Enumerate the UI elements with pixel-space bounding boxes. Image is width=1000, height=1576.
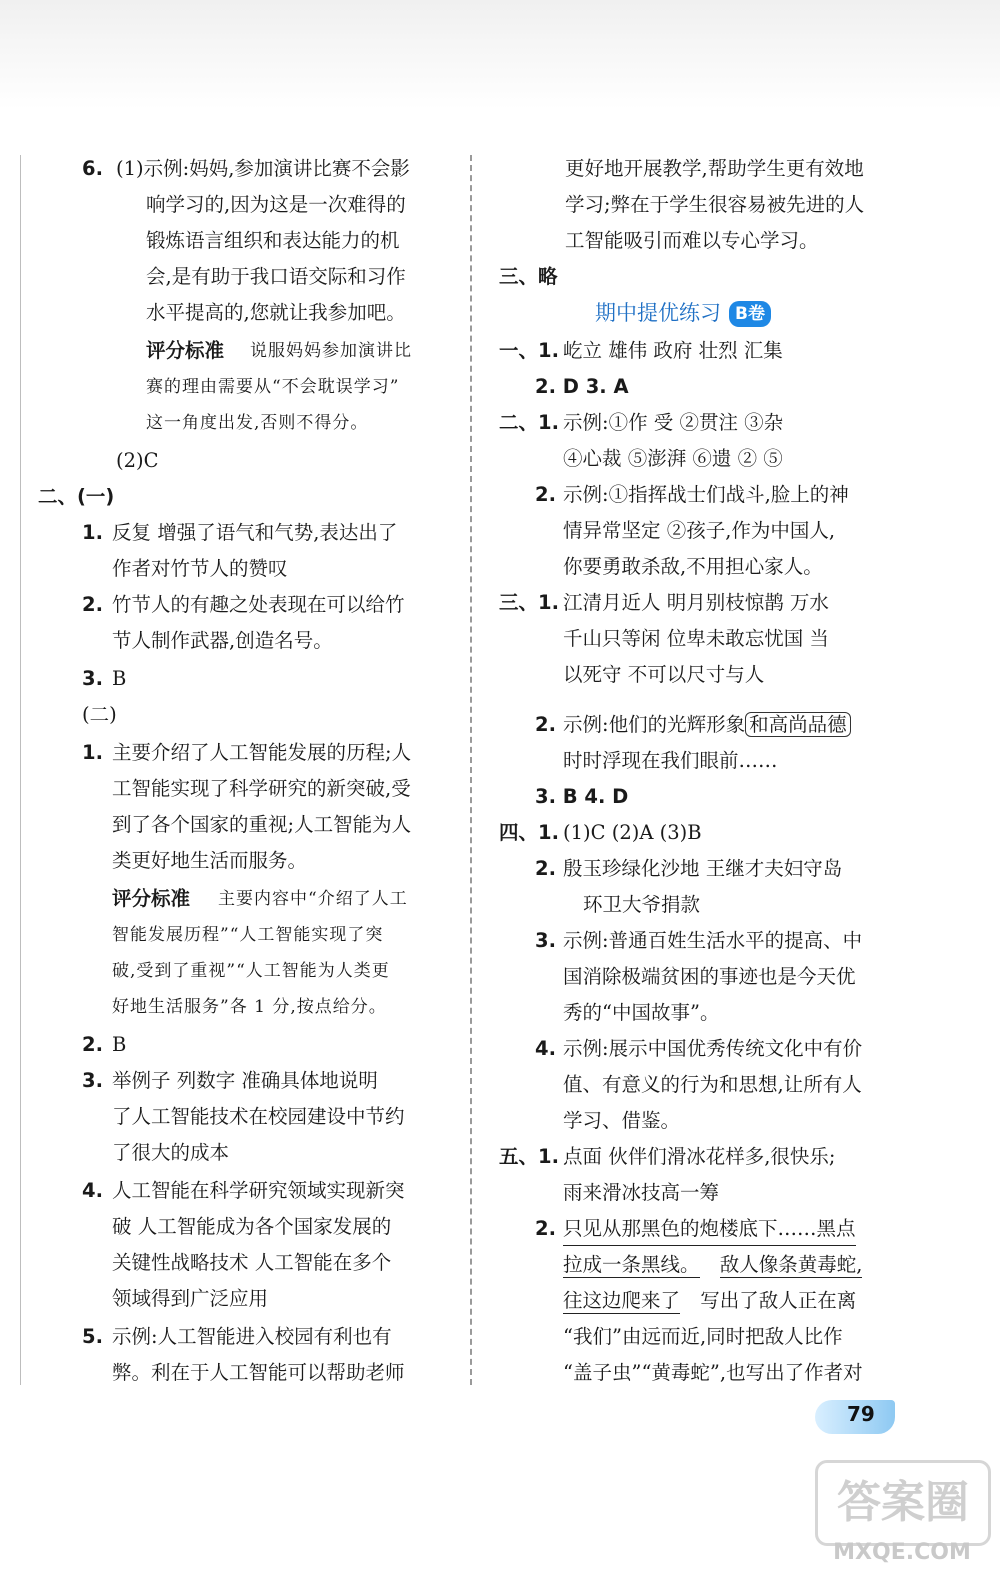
answer-line: 反复 增强了语气和气势,表达出了 bbox=[112, 521, 398, 544]
section-marker: 五、1. bbox=[499, 1145, 559, 1168]
answer-line: 示例:人工智能进入校园有利也有 bbox=[112, 1325, 392, 1348]
underlined-answer: 只见从那黑色的炮楼底下……黑点 bbox=[563, 1214, 856, 1246]
answer-line: 作者对竹节人的赞叹 bbox=[112, 557, 288, 580]
answer-line: 点面 伙伴们滑冰花样多,很快乐; bbox=[563, 1145, 836, 1168]
underlined-answer: 往这边爬来了 bbox=[563, 1289, 681, 1312]
answer-line: “我们”由远而近,同时把敌人比作 bbox=[563, 1325, 843, 1348]
item-number: 2. bbox=[535, 713, 556, 736]
answer-line: (2)C bbox=[116, 449, 159, 472]
section-marker: 三、1. bbox=[499, 591, 559, 614]
item-number: 2. bbox=[535, 1217, 556, 1240]
answer-line: 3. B 4. D bbox=[535, 785, 629, 808]
scoring-standard-text: 说服妈妈参加演讲比 bbox=[250, 341, 412, 361]
item-number: 2. bbox=[535, 857, 556, 880]
answer-line: 秀的“中国故事”。 bbox=[563, 1001, 720, 1024]
answer-line: 示例:①指挥战士们战斗,脸上的神 bbox=[563, 483, 849, 506]
page-top-shadow bbox=[0, 0, 1000, 110]
answer-line: (1)C (2)A (3)B bbox=[563, 821, 702, 844]
page-number: 79 bbox=[847, 1402, 875, 1426]
scoring-standard-label: 评分标准 bbox=[146, 339, 225, 362]
section-marker: 二、1. bbox=[499, 411, 559, 434]
answer-line: 2. D 3. A bbox=[535, 375, 629, 398]
answer-line: 工智能实现了科学研究的新突破,受 bbox=[112, 777, 411, 800]
item-number: 1. bbox=[82, 741, 103, 764]
answer-line: 江清月近人 明月别枝惊鹊 万水 bbox=[563, 591, 829, 614]
answer-line: 了人工智能技术在校园建设中节约 bbox=[112, 1105, 405, 1128]
answer-line: 示例:展示中国优秀传统文化中有价 bbox=[563, 1037, 863, 1060]
answer-line: 到了各个国家的重视;人工智能为人 bbox=[112, 813, 412, 836]
answer-line: 类更好地生活而服务。 bbox=[112, 849, 308, 872]
answer-line: 人工智能在科学研究领域实现新突 bbox=[112, 1179, 405, 1202]
answer-line: 殷玉珍绿化沙地 王继才夫妇守岛 bbox=[563, 857, 843, 880]
answer-line: 国消除极端贫困的事迹也是今天优 bbox=[563, 965, 856, 988]
item-number: 2. bbox=[82, 593, 103, 616]
scoring-standard-text: 主要内容中“介绍了人工 bbox=[218, 889, 408, 909]
underlined-answer: 拉成一条黑线。 bbox=[563, 1253, 700, 1276]
answer-line: 领域得到广泛应用 bbox=[112, 1287, 269, 1310]
answer-line: 响学习的,因为这是一次难得的 bbox=[146, 193, 406, 216]
answer-text: 示例:他们的光辉形象 bbox=[563, 713, 746, 736]
answer-line: 更好地开展教学,帮助学生更有效地 bbox=[565, 157, 864, 180]
answer-line: 举例子 列数字 准确具体地说明 bbox=[112, 1069, 378, 1092]
item-number: 1. bbox=[82, 521, 103, 544]
watermark-logo: 答案圈 bbox=[815, 1460, 991, 1546]
answer-line: 时时浮现在我们眼前…… bbox=[563, 749, 778, 772]
item-number: 3. bbox=[535, 929, 556, 952]
item-number: 4. bbox=[535, 1037, 556, 1060]
answer-line: 工智能吸引而难以专心学习。 bbox=[565, 229, 819, 252]
item-number: 2. bbox=[535, 483, 556, 506]
section-marker: 四、1. bbox=[499, 821, 559, 844]
scoring-standard-text: 好地生活服务”各 1 分,按点给分。 bbox=[112, 997, 387, 1017]
answer-line: 破 人工智能成为各个国家发展的 bbox=[112, 1215, 392, 1238]
item-number: 3. bbox=[82, 667, 103, 690]
answer-text: 写出了敌人正在离 bbox=[700, 1289, 857, 1312]
answer-line: 千山只等闲 位卑未敢忘忧国 当 bbox=[563, 627, 829, 650]
q6-number: 6. bbox=[82, 157, 103, 180]
watermark-url: MXQE.COM bbox=[833, 1540, 971, 1565]
answer-line: (1)示例:妈妈,参加演讲比赛不会影 bbox=[116, 157, 410, 180]
inserted-phrase-box: 和高尚品德 bbox=[745, 712, 851, 737]
answer-line: 节人制作武器,创造名号。 bbox=[112, 629, 333, 652]
section-heading-2: 二、(一) bbox=[38, 485, 115, 508]
answer-line: 雨来滑冰技高一筹 bbox=[563, 1181, 720, 1204]
answer-line: 了很大的成本 bbox=[112, 1141, 230, 1164]
answer-line: 主要介绍了人工智能发展的历程;人 bbox=[112, 741, 412, 764]
scoring-standard-text: 赛的理由需要从“不会耽误学习” bbox=[146, 377, 400, 397]
answer-line: 竹节人的有趣之处表现在可以给竹 bbox=[112, 593, 405, 616]
answer-line: 示例:①作 受 ②贯注 ③杂 bbox=[563, 411, 784, 434]
answer-line: 水平提高的,您就让我参加吧。 bbox=[146, 301, 406, 324]
section-heading-3: 三、略 bbox=[499, 265, 558, 288]
answer-line: B bbox=[112, 667, 127, 690]
underlined-answer: 敌人像条黄毒蛇, bbox=[719, 1253, 863, 1276]
answer-line: ④心裁 ⑤澎湃 ⑥遗 ② ⑤ bbox=[563, 447, 783, 470]
answer-line: “盖子虫”“黄毒蛇”,也写出了作者对 bbox=[563, 1361, 863, 1384]
item-number: 5. bbox=[82, 1325, 103, 1348]
volume-badge: B卷 bbox=[729, 301, 771, 327]
scoring-standard-label: 评分标准 bbox=[112, 887, 191, 910]
section-marker: 一、1. bbox=[499, 339, 559, 362]
answer-line: 值、有意义的行为和思想,让所有人 bbox=[563, 1073, 862, 1096]
answer-line: 学习、借鉴。 bbox=[563, 1109, 681, 1132]
answer-line bbox=[563, 710, 851, 740]
scoring-standard-text: 这一角度出发,否则不得分。 bbox=[146, 413, 369, 433]
item-number: 3. bbox=[82, 1069, 103, 1092]
subsection-heading: (二) bbox=[82, 703, 117, 726]
answer-line: 情异常坚定 ②孩子,作为中国人, bbox=[563, 519, 836, 542]
scoring-standard-text: 破,受到了重视”“人工智能为人类更 bbox=[112, 961, 390, 981]
answer-line: B bbox=[112, 1033, 127, 1056]
answer-line: 屹立 雄伟 政府 壮烈 汇集 bbox=[563, 339, 783, 362]
exercise-title bbox=[595, 296, 771, 330]
answer-line bbox=[563, 1250, 862, 1280]
answer-line: 关键性战略技术 人工智能在多个 bbox=[112, 1251, 392, 1274]
answer-line: 示例:普通百姓生活水平的提高、中 bbox=[563, 929, 863, 952]
item-number: 4. bbox=[82, 1179, 103, 1202]
answer-line: 学习;弊在于学生很容易被先进的人 bbox=[565, 193, 865, 216]
left-margin-rule bbox=[20, 155, 21, 1385]
answer-line: 会,是有助于我口语交际和习作 bbox=[146, 265, 406, 288]
item-number: 2. bbox=[82, 1033, 103, 1056]
answer-line: 弊。利在于人工智能可以帮助老师 bbox=[112, 1361, 405, 1384]
exercise-title-text: 期中提优练习 bbox=[595, 301, 721, 325]
answer-line: 以死守 不可以尺寸与人 bbox=[563, 663, 765, 686]
page-number-badge bbox=[815, 1400, 895, 1434]
answer-line: 你要勇敢杀敌,不用担心家人。 bbox=[563, 555, 823, 578]
answer-line: 锻炼语言组织和表达能力的机 bbox=[146, 229, 400, 252]
answer-line: 环卫大爷捐款 bbox=[583, 893, 701, 916]
column-divider bbox=[470, 155, 472, 1385]
scoring-standard-text: 智能发展历程”“人工智能实现了突 bbox=[112, 925, 384, 945]
answer-line bbox=[563, 1286, 856, 1316]
